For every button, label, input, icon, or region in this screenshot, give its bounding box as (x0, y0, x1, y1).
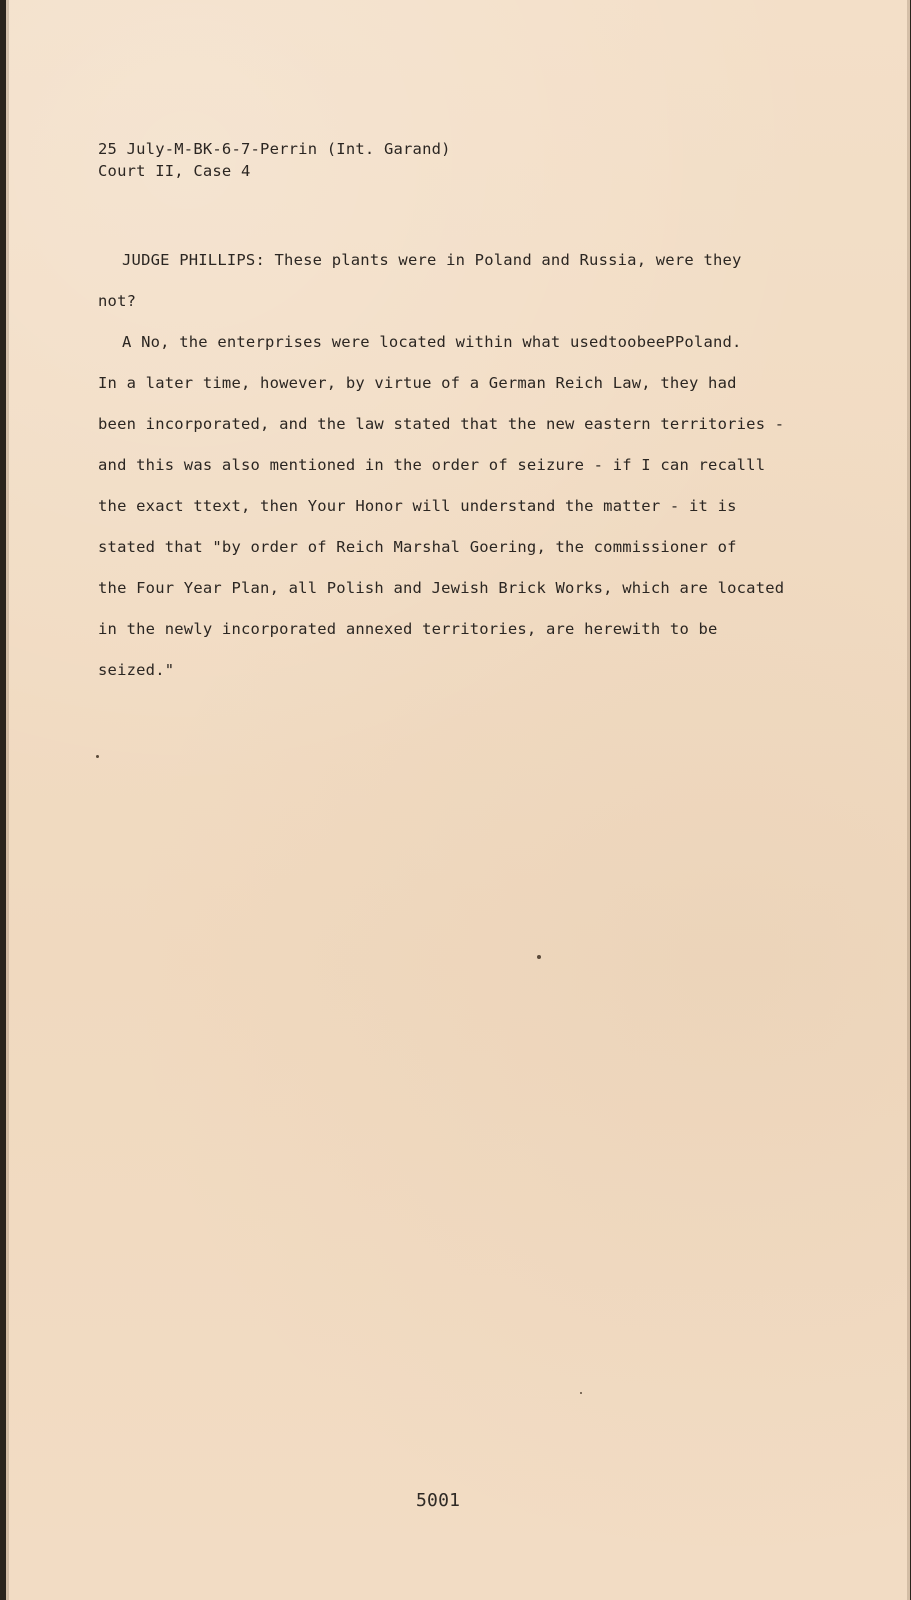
answer-line: stated that "by order of Reich Marshal Goering, the commissioner of (98, 538, 737, 556)
paper-speck (96, 755, 99, 758)
answer-line: and this was also mentioned in the order of seizure - if I can recalll (98, 456, 766, 474)
document-header (98, 138, 451, 182)
document-page (6, 0, 910, 1600)
answer-line: the exact ttext, then Your Honor will understand the matter - it is (98, 497, 737, 515)
answer-paragraph (98, 322, 858, 691)
answer-line: In a later time, however, by virtue of a German Reich Law, they had (98, 374, 737, 392)
question-paragraph (98, 240, 858, 322)
answer-line: in the newly incorporated annexed territories, are herewith to be (98, 620, 718, 638)
transcript-body (98, 240, 858, 691)
answer-line: seized." (98, 661, 175, 679)
page-number: 5001 (416, 1490, 461, 1511)
answer-line: the Four Year Plan, all Polish and Jewish Brick Works, which are located (98, 579, 785, 597)
page-edge-left (6, 0, 9, 1600)
paper-speck (580, 1392, 582, 1394)
header-line-1: 25 July-M-BK-6-7-Perrin (Int. Garand) (98, 140, 451, 158)
page-edge-right (907, 0, 910, 1600)
paper-speck (537, 955, 541, 959)
question-line: not? (98, 292, 137, 310)
answer-line: been incorporated, and the law stated that the new eastern territories - (98, 415, 785, 433)
question-line: JUDGE PHILLIPS: These plants were in Poland and Russia, were they (122, 251, 742, 269)
answer-line: A No, the enterprises were located within what usedtoobeePPoland. (122, 333, 742, 351)
header-line-2: Court II, Case 4 (98, 162, 251, 180)
